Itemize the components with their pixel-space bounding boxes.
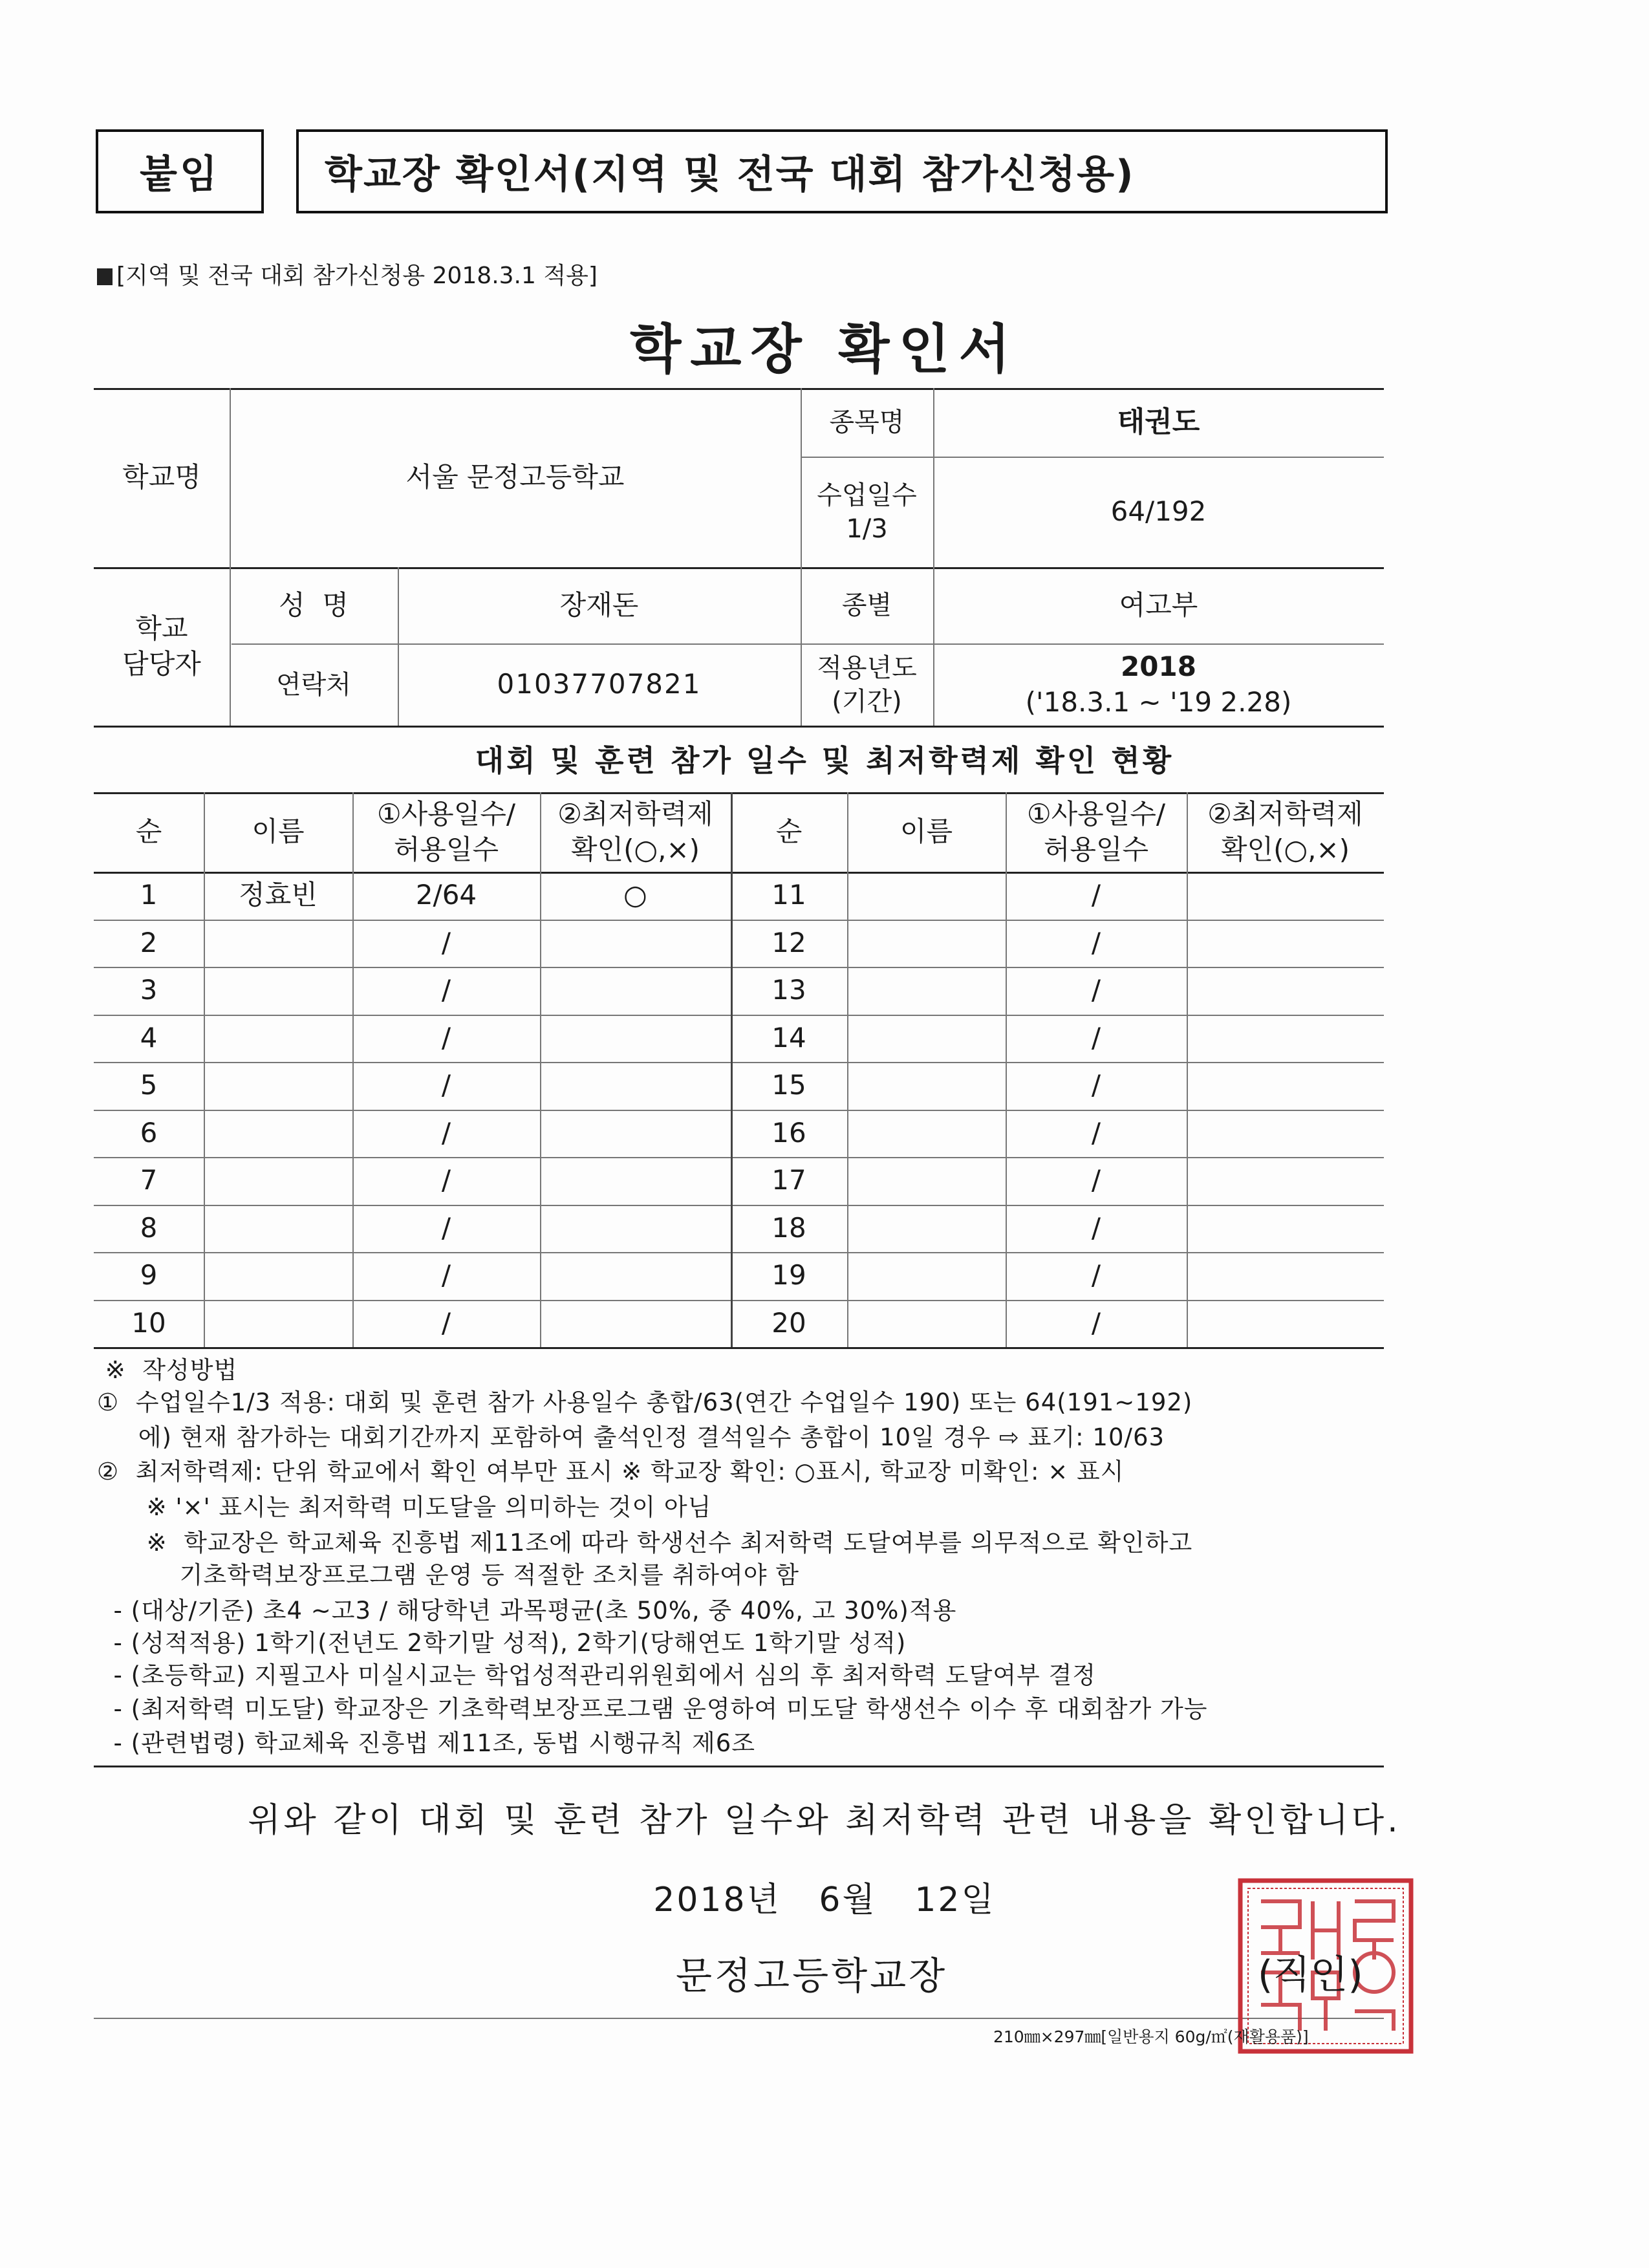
instruction-line: - (관련법령) 학교체육 진흥법 제11조, 동법 시행규칙 제6조 bbox=[97, 1729, 756, 1757]
row-check bbox=[1187, 1110, 1384, 1158]
row-name bbox=[847, 1252, 1006, 1300]
manager-name-value: 장재돈 bbox=[559, 589, 639, 621]
row-days: / bbox=[441, 1069, 451, 1101]
contact-label: 연락처 bbox=[276, 669, 351, 700]
row-days: / bbox=[1091, 1211, 1101, 1244]
row-name bbox=[204, 920, 352, 967]
square-bullet-icon bbox=[97, 268, 113, 285]
row-check bbox=[540, 1205, 731, 1253]
header-days-line1: ①사용일수/ bbox=[376, 797, 516, 830]
row-check bbox=[1187, 920, 1384, 967]
header-check-line2: 확인(○,×) bbox=[1220, 833, 1350, 865]
row-check bbox=[1187, 1300, 1384, 1348]
row-check bbox=[1187, 1157, 1384, 1205]
row-no: 19 bbox=[771, 1259, 806, 1291]
row-no: 5 bbox=[140, 1069, 158, 1101]
row-name bbox=[204, 1015, 352, 1063]
row-days: / bbox=[1091, 1069, 1101, 1101]
row-name bbox=[847, 1157, 1006, 1205]
note-text: [지역 및 전국 대회 참가신청용 2018.3.1 적용] bbox=[116, 263, 598, 289]
row-no: 1 bbox=[140, 879, 158, 911]
row-no: 8 bbox=[140, 1211, 158, 1244]
row-name bbox=[204, 1110, 352, 1158]
row-no: 3 bbox=[140, 974, 158, 1006]
row-days: / bbox=[441, 926, 451, 958]
row-days: / bbox=[441, 974, 451, 1006]
row-check bbox=[540, 967, 731, 1015]
row-no: 7 bbox=[140, 1164, 158, 1196]
header-days-right bbox=[1006, 792, 1187, 872]
manager-label bbox=[94, 567, 230, 726]
row-name: 정효빈 bbox=[239, 879, 318, 911]
manager-label-line1: 학교 bbox=[135, 612, 188, 644]
manager-name-label: 성 명 bbox=[279, 589, 349, 621]
row-days: / bbox=[441, 1211, 451, 1244]
instruction-line: ※ 학교장은 학교체육 진흥법 제11조에 따라 학생선수 최저학력 도달여부를 의무적으로 확인하고 bbox=[97, 1529, 1193, 1557]
row-name bbox=[847, 1110, 1006, 1158]
header-days-line2: 허용일수 bbox=[393, 833, 499, 865]
row-no: 13 bbox=[771, 974, 806, 1006]
official-seal-label: (직인) bbox=[1258, 1952, 1363, 1998]
header-name-right: 이름 bbox=[900, 815, 953, 848]
header-check-right bbox=[1187, 792, 1384, 872]
instruction-line: 기초학력보장프로그램 운영 등 적절한 조치를 취하여야 함 bbox=[97, 1561, 799, 1589]
row-no: 11 bbox=[771, 879, 806, 911]
apply-year: 2018 bbox=[1121, 650, 1196, 682]
row-name bbox=[847, 967, 1006, 1015]
row-check bbox=[1187, 1205, 1384, 1253]
instruction-line: ② 최저학력제: 단위 학교에서 확인 여부만 표시 ※ 학교장 확인: ○표시, 학교장 미확인: × 표시 bbox=[97, 1458, 1125, 1485]
row-name bbox=[847, 1205, 1006, 1253]
row-days: / bbox=[1091, 974, 1101, 1006]
row-name bbox=[847, 920, 1006, 967]
row-name bbox=[204, 1205, 352, 1253]
apply-year-value bbox=[933, 643, 1384, 726]
row-days: / bbox=[1091, 1116, 1101, 1149]
header-no-left: 순 bbox=[135, 815, 162, 848]
confirmation-statement: 위와 같이 대회 및 훈련 참가 일수와 최저학력 관련 내용을 확인합니다. bbox=[248, 1801, 1401, 1840]
header-title: 학교장 확인서(지역 및 전국 대회 참가신청용) bbox=[296, 129, 1388, 213]
document-title: 학교장 확인서 bbox=[630, 319, 1019, 380]
row-check bbox=[540, 920, 731, 967]
instruction-line: 에) 현재 참가하는 대회기간까지 포함하여 출석인정 결석일수 총합이 10일 경우 ⇨ 표기: 10/63 bbox=[97, 1423, 1165, 1451]
sport-label: 종목명 bbox=[829, 407, 905, 437]
school-name-label: 학교명 bbox=[122, 461, 201, 493]
manager-label-line2: 담당자 bbox=[122, 647, 201, 680]
row-days: / bbox=[1091, 879, 1101, 911]
row-check: ○ bbox=[623, 879, 647, 911]
row-check bbox=[540, 1157, 731, 1205]
row-days: / bbox=[1091, 1021, 1101, 1053]
header-no-right: 순 bbox=[775, 815, 803, 848]
apply-year-label bbox=[801, 643, 933, 726]
row-days: / bbox=[1091, 1164, 1101, 1196]
class-days-label-line1: 수업일수 bbox=[817, 480, 917, 510]
row-no: 2 bbox=[140, 926, 158, 958]
class-days-label-line2: 1/3 bbox=[846, 513, 888, 544]
header-check-line1: ②최저학력제 bbox=[557, 797, 713, 830]
paper-spec-footer: 210㎜×297㎜[일반용지 60g/㎡(재활용품)] bbox=[993, 2027, 1309, 2046]
row-name bbox=[847, 1062, 1006, 1110]
row-check bbox=[1187, 1015, 1384, 1063]
instruction-line: - (초등학교) 지필고사 미실시교는 학업성적관리위원회에서 심의 후 최저학력 도달여부 결정 bbox=[97, 1661, 1097, 1689]
row-days: / bbox=[441, 1259, 451, 1291]
row-check bbox=[540, 1252, 731, 1300]
row-days: / bbox=[441, 1116, 451, 1149]
row-check bbox=[540, 1062, 731, 1110]
row-days: / bbox=[441, 1164, 451, 1196]
row-days: 2/64 bbox=[415, 879, 477, 911]
class-days-value: 64/192 bbox=[1110, 495, 1207, 528]
row-check bbox=[540, 1110, 731, 1158]
row-name bbox=[204, 1062, 352, 1110]
principal-title: 문정고등학교장 bbox=[676, 1954, 948, 1998]
row-check bbox=[1187, 967, 1384, 1015]
applicability-note bbox=[97, 257, 598, 290]
header-days-line2: 허용일수 bbox=[1043, 833, 1149, 865]
instruction-line: - (대상/기준) 초4 ~고3 / 해당학년 과목평균(초 50%, 중 40%, 고 30%)적용 bbox=[97, 1597, 957, 1625]
attachment-tag: 붙임 bbox=[96, 129, 264, 213]
row-no: 20 bbox=[771, 1306, 806, 1339]
instruction-line: ① 수업일수1/3 적용: 대회 및 훈련 참가 사용일수 총합/63(연간 수업일수 190) 또는 64(191~192) bbox=[97, 1388, 1193, 1416]
school-name-value: 서울 문정고등학교 bbox=[405, 461, 625, 493]
header-days-line1: ①사용일수/ bbox=[1026, 797, 1166, 830]
row-no: 15 bbox=[771, 1069, 806, 1101]
row-check bbox=[1187, 1252, 1384, 1300]
row-no: 18 bbox=[771, 1211, 806, 1244]
row-no: 14 bbox=[771, 1021, 806, 1053]
row-name bbox=[204, 1300, 352, 1348]
row-days: / bbox=[1091, 1306, 1101, 1339]
instruction-line: - (최저학력 미도달) 학교장은 기초학력보장프로그램 운영하여 미도달 학생선수 이수 후 대회참가 가능 bbox=[97, 1695, 1208, 1723]
issue-date: 2018년 6월 12일 bbox=[653, 1881, 996, 1919]
row-name bbox=[204, 1252, 352, 1300]
row-days: / bbox=[1091, 926, 1101, 958]
row-check bbox=[1187, 872, 1384, 920]
row-no: 12 bbox=[771, 926, 806, 958]
row-check bbox=[1187, 1062, 1384, 1110]
row-no: 4 bbox=[140, 1021, 158, 1053]
class-days-label bbox=[801, 457, 933, 567]
header-check-line2: 확인(○,×) bbox=[570, 833, 700, 865]
row-no: 10 bbox=[131, 1306, 166, 1339]
row-days: / bbox=[441, 1306, 451, 1339]
row-days: / bbox=[441, 1021, 451, 1053]
row-no: 17 bbox=[771, 1164, 806, 1196]
apply-period: ('18.3.1 ~ '19 2.28) bbox=[1025, 686, 1292, 718]
sport-value: 태권도 bbox=[1117, 405, 1200, 439]
row-check bbox=[540, 1300, 731, 1348]
row-name bbox=[847, 872, 1006, 920]
row-name bbox=[847, 1300, 1006, 1348]
category-label: 종별 bbox=[841, 590, 892, 620]
header-check-left bbox=[540, 792, 731, 872]
header-name-left: 이름 bbox=[252, 815, 305, 848]
category-value: 여고부 bbox=[1119, 589, 1198, 621]
header-days-left bbox=[352, 792, 540, 872]
instruction-line: - (성적적용) 1학기(전년도 2학기말 성적), 2학기(당해연도 1학기말 성적) bbox=[97, 1629, 907, 1657]
header-check-line1: ②최저학력제 bbox=[1207, 797, 1363, 830]
apply-year-label-line2: (기간) bbox=[832, 686, 902, 717]
section-title: 대회 및 훈련 참가 일수 및 최저학력제 확인 현황 bbox=[475, 743, 1174, 778]
instruction-line: ※ 작성방법 bbox=[97, 1356, 238, 1384]
row-no: 16 bbox=[771, 1116, 806, 1149]
row-name bbox=[204, 967, 352, 1015]
row-name bbox=[847, 1015, 1006, 1063]
row-no: 6 bbox=[140, 1116, 158, 1149]
contact-value: 01037707821 bbox=[497, 668, 702, 700]
row-check bbox=[540, 1015, 731, 1063]
instruction-line: ※ '×' 표시는 최저학력 미도달을 의미하는 것이 아님 bbox=[97, 1493, 712, 1521]
apply-year-label-line1: 적용년도 bbox=[817, 653, 917, 683]
row-days: / bbox=[1091, 1259, 1101, 1291]
row-no: 9 bbox=[140, 1259, 158, 1291]
row-name bbox=[204, 1157, 352, 1205]
